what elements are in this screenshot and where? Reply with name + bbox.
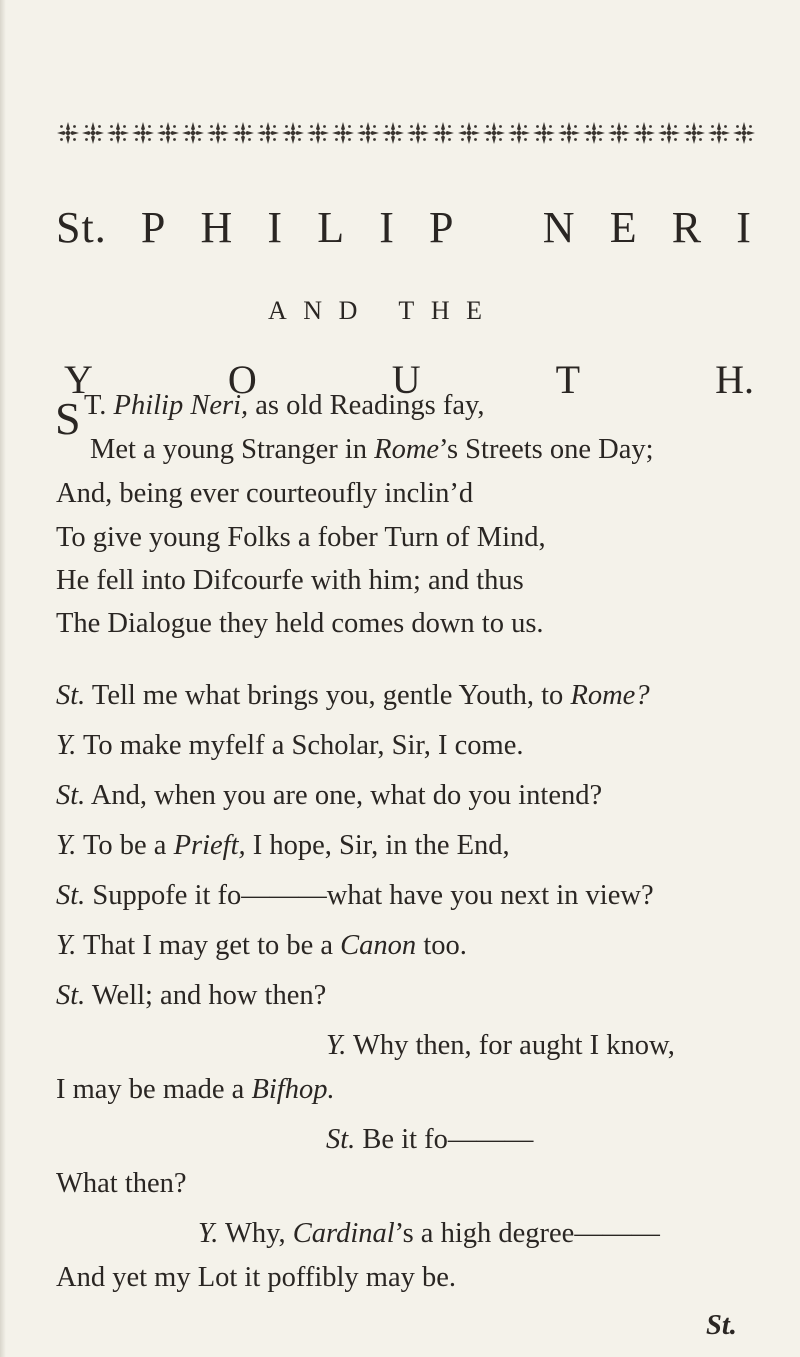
title-letter: E	[609, 203, 638, 252]
speaker: Y.	[56, 730, 77, 761]
title-letter: I	[736, 203, 752, 252]
title-letter: T	[398, 296, 415, 325]
fleuron-ornament-icon	[256, 121, 280, 145]
title-and-the	[268, 296, 482, 326]
fleuron-ornament-icon	[381, 121, 405, 145]
fleuron-ornament-icon	[607, 121, 631, 145]
title-letter: N	[542, 203, 576, 252]
dialogue-line: St. Suppofe it fo———what have you next in view?	[56, 880, 654, 911]
fleuron-ornament-icon	[532, 121, 556, 145]
fleuron-ornament-icon	[231, 121, 255, 145]
title-letter: E	[466, 296, 482, 325]
speaker: Y.	[56, 830, 77, 861]
dialogue-line: Y. Why then, for aught I know,	[326, 1030, 675, 1061]
title-letter: U	[391, 357, 421, 402]
title-letter: R	[671, 203, 703, 252]
dialogue-line: I may be made a Bifhop.	[56, 1074, 335, 1105]
intro-line-5: He fell into Difcourfe with him; and thus	[56, 565, 524, 596]
title-letter: H.	[715, 357, 754, 402]
fleuron-ornament-icon	[356, 121, 380, 145]
title-letter: P	[140, 203, 167, 252]
title-letter: A	[268, 296, 287, 325]
dialogue-line: And yet my Lot it poffibly may be.	[56, 1262, 457, 1293]
fleuron-ornament-icon	[557, 121, 581, 145]
fleuron-ornament-icon	[431, 121, 455, 145]
fleuron-ornament-icon	[306, 121, 330, 145]
speaker: St.	[56, 980, 86, 1011]
fleuron-ornament-icon	[131, 121, 155, 145]
page-edge	[0, 0, 6, 1357]
dialogue-line: Y. To be a Prieft, I hope, Sir, in the End,	[56, 830, 510, 861]
fleuron-ornament-icon	[682, 121, 706, 145]
dialogue-line: Y. To make myfelf a Scholar, Sir, I come.	[56, 730, 524, 761]
title-saint: St.	[56, 203, 107, 252]
title-letter: H	[200, 203, 234, 252]
speaker: Y.	[326, 1030, 347, 1061]
intro-line-1: T. Philip Neri, as old Readings fay,	[84, 390, 485, 421]
title-letter: D	[338, 296, 358, 325]
speaker: St.	[326, 1124, 356, 1155]
dialogue-line: Y. That I may get to be a Canon too.	[56, 930, 467, 961]
fleuron-ornament-icon	[181, 121, 205, 145]
fleuron-ornament-icon	[707, 121, 731, 145]
fleuron-ornament-icon	[56, 121, 80, 145]
catchword: St.	[706, 1310, 737, 1341]
dialogue-line: St. Tell me what brings you, gentle Youth, to Rome?	[56, 680, 650, 711]
dialogue-line: St. Well; and how then?	[56, 980, 327, 1011]
fleuron-ornament-icon	[457, 121, 481, 145]
fleuron-ornament-icon	[482, 121, 506, 145]
title-letter: I	[379, 203, 395, 252]
speaker: Y.	[56, 930, 77, 961]
intro-line-2: Met a young Stranger in Rome’s Streets one Day;	[90, 434, 654, 465]
title-letter: Y	[64, 357, 93, 402]
fleuron-ornament-icon	[507, 121, 531, 145]
fleuron-ornament-icon	[406, 121, 430, 145]
ornament-border	[56, 118, 756, 148]
title-letter: T	[555, 357, 581, 402]
title-name	[56, 202, 752, 253]
dialogue-line: What then?	[56, 1168, 187, 1199]
fleuron-ornament-icon	[106, 121, 130, 145]
fleuron-ornament-icon	[156, 121, 180, 145]
fleuron-ornament-icon	[331, 121, 355, 145]
fleuron-ornament-icon	[281, 121, 305, 145]
dialogue-line: Y. Why, Cardinal’s a high degree———	[198, 1218, 660, 1249]
speaker: St.	[56, 880, 86, 911]
intro-line-6: The Dialogue they held comes down to us.	[56, 608, 544, 639]
fleuron-ornament-icon	[81, 121, 105, 145]
fleuron-ornament-icon	[732, 121, 756, 145]
title-letter: H	[430, 296, 450, 325]
fleuron-ornament-icon	[582, 121, 606, 145]
intro-line-3: And, being ever courteoufly inclin’d	[56, 478, 474, 509]
title-letter: P	[429, 203, 455, 252]
fleuron-ornament-icon	[657, 121, 681, 145]
intro-line-4: To give young Folks a fober Turn of Mind,	[56, 522, 546, 553]
dialogue-line: St. And, when you are one, what do you intend?	[56, 780, 603, 811]
speaker: St.	[56, 680, 86, 711]
drop-cap: S	[55, 393, 81, 444]
speaker: Y.	[198, 1218, 219, 1249]
title-letter: I	[267, 203, 284, 252]
dialogue-line: St. Be it fo———	[326, 1124, 534, 1155]
title-letter: L	[317, 203, 346, 252]
title-letter: N	[303, 296, 323, 325]
fleuron-ornament-icon	[206, 121, 230, 145]
title-letter: O	[227, 357, 257, 402]
speaker: St.	[56, 780, 86, 811]
fleuron-ornament-icon	[632, 121, 656, 145]
